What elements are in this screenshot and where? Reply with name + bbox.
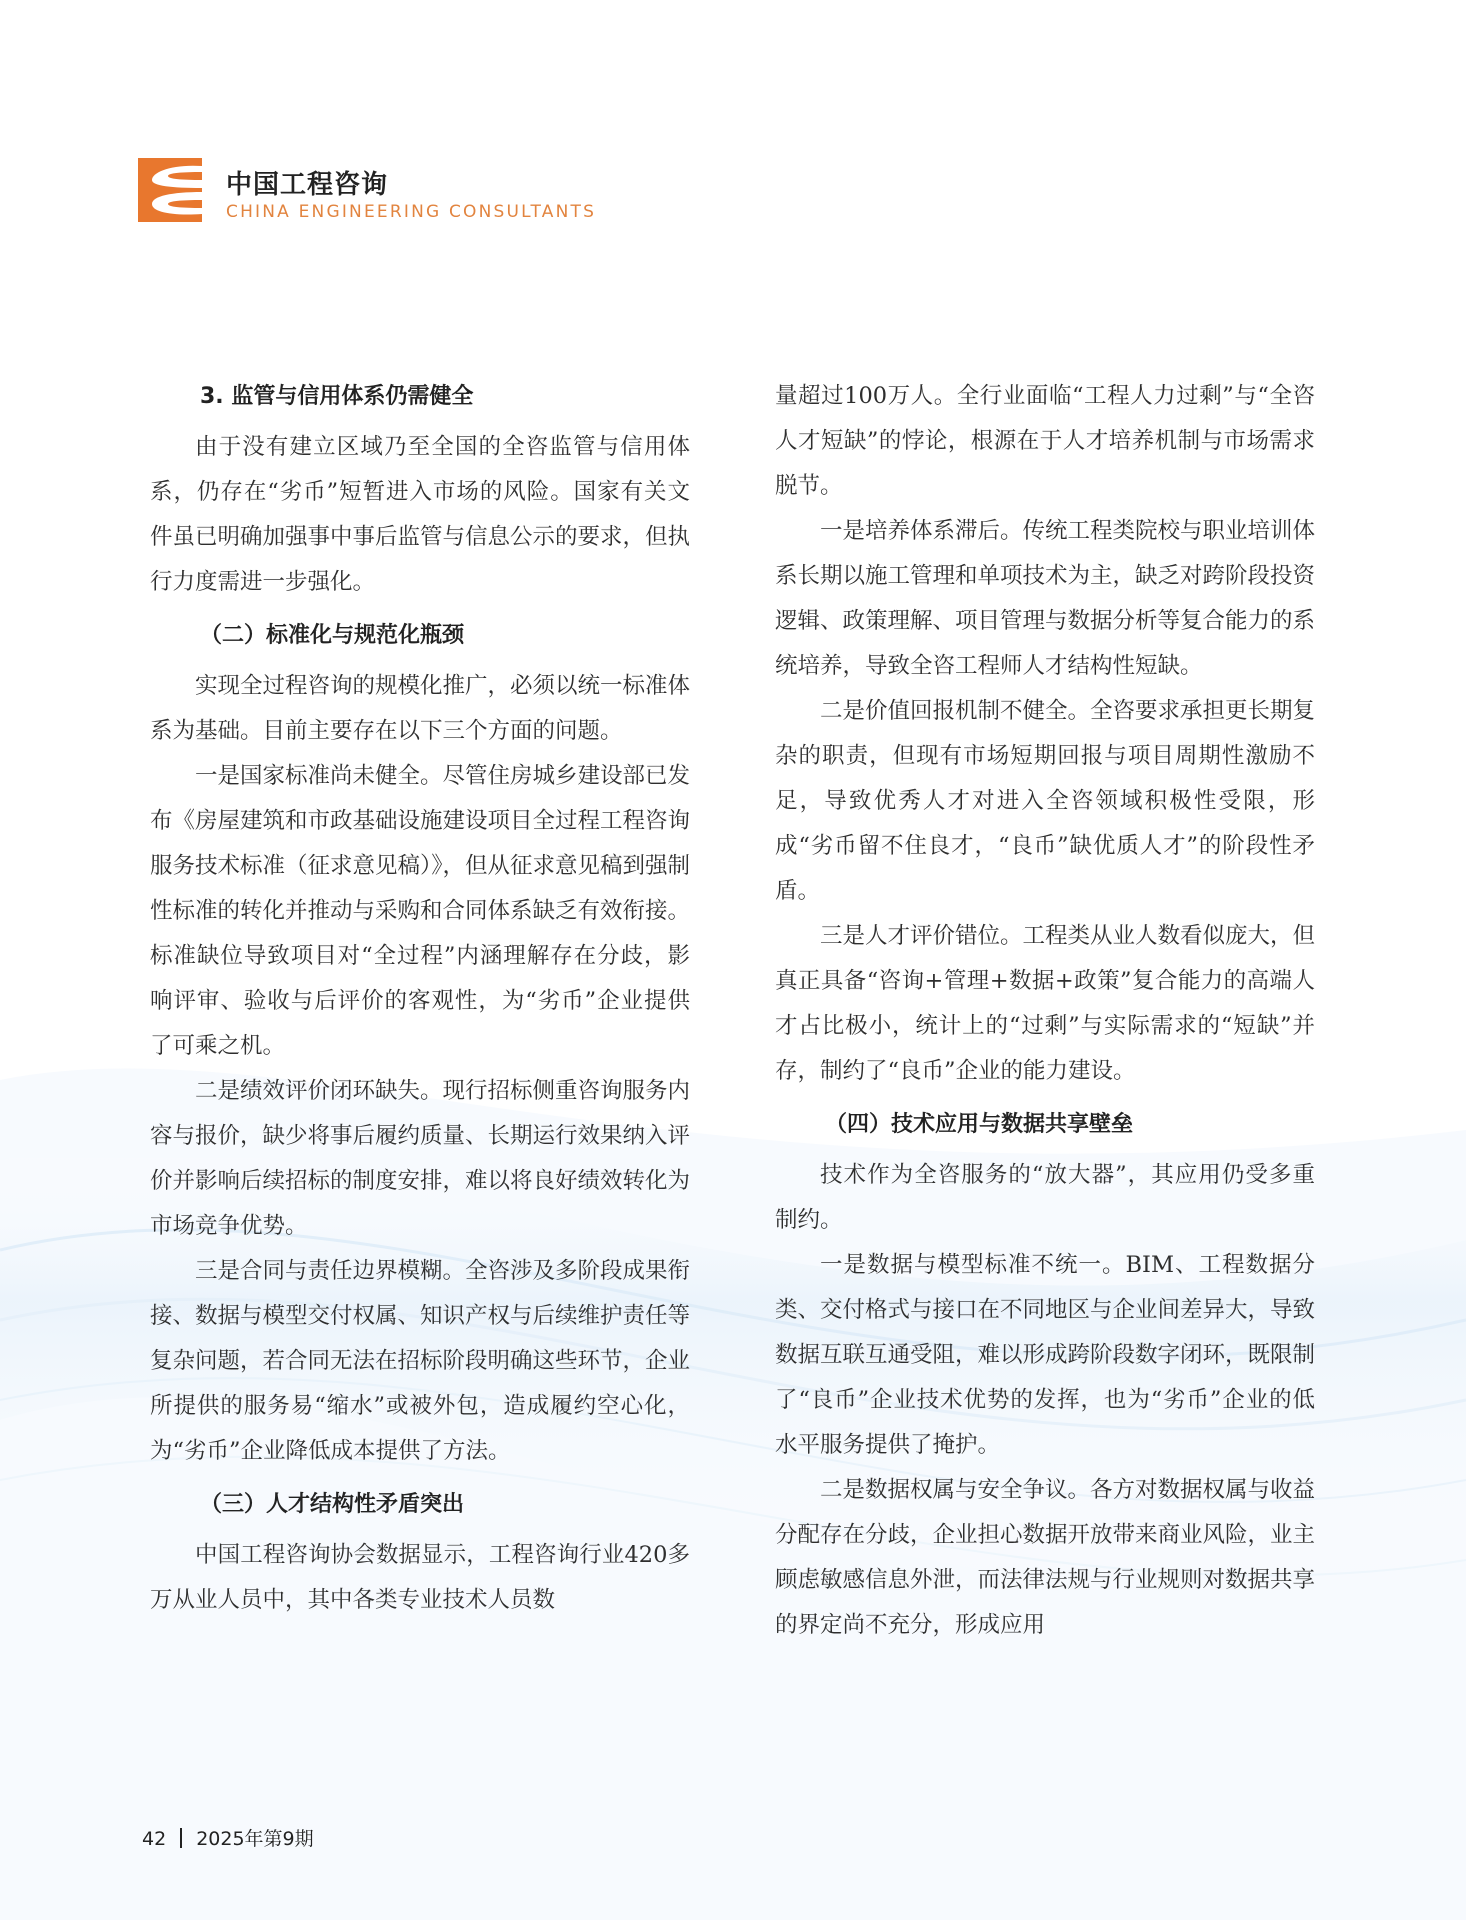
paragraph: 中国工程咨询协会数据显示，工程咨询行业420多万从业人员中，其中各类专业技术人员数 <box>150 1542 690 1613</box>
paragraph: 二是绩效评价闭环缺失。现行招标侧重咨询服务内容与报价，缺少将事后履约质量、长期运行效果纳入评价并影响后续招标的制度安排，难以将良好绩效转化为市场竞争优势。 <box>150 1078 691 1239</box>
paragraph: 二是价值回报机制不健全。全咨要求承担更长期复杂的职责，但现有市场短期回报与项目周期性激励不足，导致优秀人才对进入全咨领域积极性受限，形成“劣币留不住良才，“良币”缺优质人才”的阶段性矛盾。 <box>775 698 1316 904</box>
brand-title-cn: 中国工程咨询 <box>226 170 389 200</box>
footer-divider <box>180 1828 182 1848</box>
paragraph: 一是培养体系滞后。传统工程类院校与职业培训体系长期以施工管理和单项技术为主，缺乏对跨阶段投资逻辑、政策理解、项目管理与数据分析等复合能力的系统培养，导致全咨工程师人才结构性短缺。 <box>775 518 1316 679</box>
paragraph: 技术作为全咨服务的“放大器”，其应用仍受多重制约。 <box>775 1162 1315 1233</box>
paragraph: 一是数据与模型标准不统一。BIM、工程数据分类、交付格式与接口在不同地区与企业间差异大，导致数据互联互通受阻，难以形成跨阶段数字闭环，既限制了“良币”企业技术优势的发挥，也为“劣币”企业的低水平服务提供了掩护。 <box>775 1252 1316 1458</box>
issue-label: 2025年第9期 <box>196 1828 314 1850</box>
paragraph-continued: 量超过100万人。全行业面临“工程人力过剩”与“全咨人才短缺”的悖论，根源在于人才培养机制与市场需求脱节。 <box>775 383 1315 499</box>
page-number: 42 <box>142 1828 167 1850</box>
paragraph: 三是合同与责任边界模糊。全咨涉及多阶段成果衔接、数据与模型交付权属、知识产权与后续维护责任等复杂问题，若合同无法在招标阶段明确这些环节，企业所提供的服务易“缩水”或被外包，造成履约空心化，为“劣币”企业降低成本提供了方法。 <box>150 1258 691 1464</box>
section-heading: （四）技术应用与数据共享壁垒 <box>825 1112 1134 1137</box>
section-heading: （二）标准化与规范化瓶颈 <box>200 623 465 648</box>
paragraph: 实现全过程咨询的规模化推广，必须以统一标准体系为基础。目前主要存在以下三个方面的问题。 <box>150 673 691 744</box>
paragraph: 三是人才评价错位。工程类从业人数看似庞大，但真正具备“咨询+管理+数据+政策”复合能力的高端人才占比极小，统计上的“过剩”与实际需求的“短缺”并存，制约了“良币”企业的能力建设。 <box>775 923 1316 1084</box>
paragraph: 由于没有建立区域乃至全国的全咨监管与信用体系，仍存在“劣币”短暂进入市场的风险。国家有关文件虽已明确加强事中事后监管与信息公示的要求，但执行力度需进一步强化。 <box>150 434 691 595</box>
page-footer <box>142 1824 314 1851</box>
brand-title-en: CHINA ENGINEERING CONSULTANTS <box>226 202 597 222</box>
section-heading: （三）人才结构性矛盾突出 <box>200 1492 465 1517</box>
ece-logo-icon <box>138 158 202 222</box>
article-column-left <box>150 374 690 1623</box>
article-column-right <box>775 374 1315 1648</box>
section-heading: 3. 监管与信用体系仍需健全 <box>200 384 474 409</box>
paragraph: 二是数据权属与安全争议。各方对数据权属与收益分配存在分歧，企业担心数据开放带来商业风险，业主顾虑敏感信息外泄，而法律法规与行业规则对数据共享的界定尚不充分，形成应用 <box>775 1477 1316 1638</box>
paragraph: 一是国家标准尚未健全。尽管住房城乡建设部已发布《房屋建筑和市政基础设施建设项目全过程工程咨询服务技术标准（征求意见稿）》，但从征求意见稿到强制性标准的转化并推动与采购和合同体系缺乏有效衔接。标准缺位导致项目对“全过程”内涵理解存在分歧，影响评审、验收与后评价的客观性，为“劣币”企业提供了可乘之机。 <box>150 763 691 1059</box>
